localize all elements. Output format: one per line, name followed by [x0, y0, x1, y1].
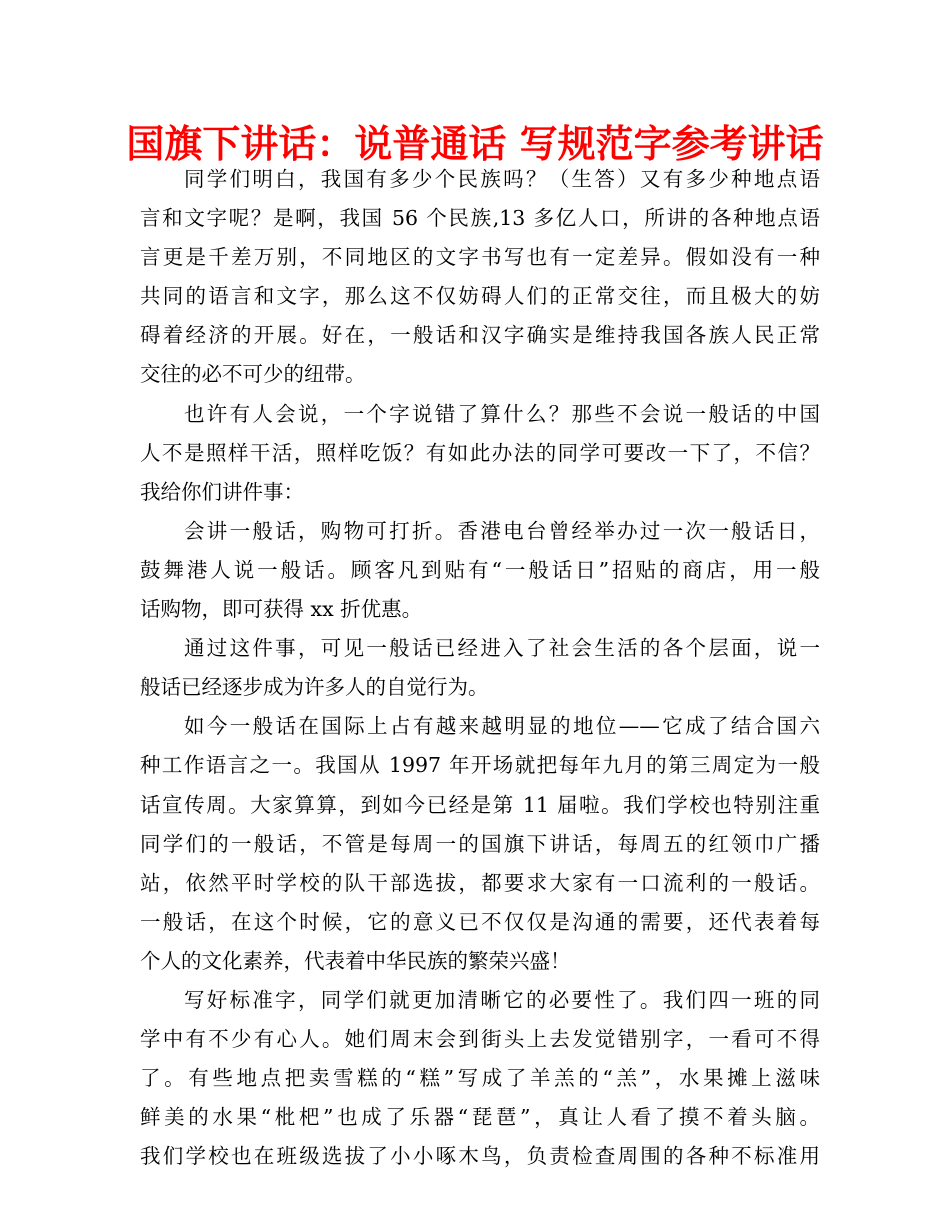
paragraph-line: 站，依然平时学校的队干部选拔，都要求大家有一口流利的一般话。	[140, 870, 820, 895]
paragraph-line: 一般话，在这个时候，它的意义已不仅仅是沟通的需要，还代表着每	[140, 909, 820, 934]
paragraph-line: 话宣传周。大家算算，到如今已经是第 11 届啦。我们学校也特别注重	[140, 792, 820, 817]
paragraph-line: 种工作语言之一。我国从 1997 年开场就把每年九月的第三周定为一般	[140, 753, 820, 778]
paragraph-line: 我给你们讲件事：	[140, 479, 304, 504]
paragraph-line: 碍着经济的开展。好在，一般话和汉字确实是维持我国各族人民正常	[140, 323, 820, 348]
paragraph-line: 般话已经逐步成为许多人的自觉行为。	[140, 675, 489, 700]
document-body	[140, 160, 820, 1176]
paragraph	[140, 707, 820, 981]
paragraph-line: 写好标准字，同学们就更加清晰它的必要性了。我们四一班的同	[184, 987, 820, 1012]
paragraph-line: 了。有些地点把卖雪糕的“糕”写成了羊羔的“羔”，水果摊上滋味	[140, 1066, 820, 1091]
paragraph-line: 人不是照样干活，照样吃饭？有如此办法的同学可要改一下了，不信？	[140, 440, 820, 465]
paragraph-line: 交往的必不可少的纽带。	[140, 362, 366, 387]
paragraph-line: 学中有不少有心人。她们周末会到街头上去发觉错别字，一看可不得	[140, 1027, 820, 1052]
paragraph-line: 会讲一般话，购物可打折。香港电台曾经举办过一次一般话日，	[184, 518, 820, 543]
paragraph	[140, 512, 820, 629]
paragraph	[140, 395, 820, 512]
paragraph-line: 话购物，即可获得 xx 折优惠。	[140, 597, 423, 622]
document-title: 国旗下讲话：说普通话 写规范字参考讲话	[126, 122, 824, 166]
paragraph-line: 也许有人会说，一个字说错了算什么？那些不会说一般话的中国	[184, 401, 820, 426]
paragraph-line: 个人的文化素养，代表着中华民族的繁荣兴盛！	[140, 948, 571, 973]
paragraph	[140, 160, 820, 395]
paragraph-line: 同学们的一般话，不管是每周一的国旗下讲话，每周五的红领巾广播	[140, 831, 820, 856]
paragraph-line: 我们学校也在班级选拔了小小啄木鸟，负责检查周围的各种不标准用	[140, 1144, 820, 1169]
paragraph	[140, 629, 820, 707]
paragraph-line: 同学们明白，我国有多少个民族吗？（生答）又有多少种地点语	[184, 167, 820, 191]
paragraph-line: 如今一般话在国际上占有越来越明显的地位——它成了结合国六	[184, 714, 820, 739]
paragraph-line: 鲜美的水果“枇杷”也成了乐器“琵琶”，真让人看了摸不着头脑。	[140, 1105, 820, 1130]
paragraph-line: 言更是千差万别，不同地区的文字书写也有一定差异。假如没有一种	[140, 245, 820, 270]
paragraph-line: 共同的语言和文字，那么这不仅妨碍人们的正常交往，而且极大的妨	[140, 284, 820, 309]
paragraph	[140, 981, 820, 1176]
paragraph-line: 通过这件事，可见一般话已经进入了社会生活的各个层面，说一	[184, 636, 820, 661]
paragraph-line: 鼓舞港人说一般话。顾客凡到贴有“一般话日”招贴的商店，用一般	[140, 557, 820, 582]
paragraph-line: 言和文字呢？是啊，我国 56 个民族,13 多亿人口，所讲的各种地点语	[140, 206, 820, 231]
